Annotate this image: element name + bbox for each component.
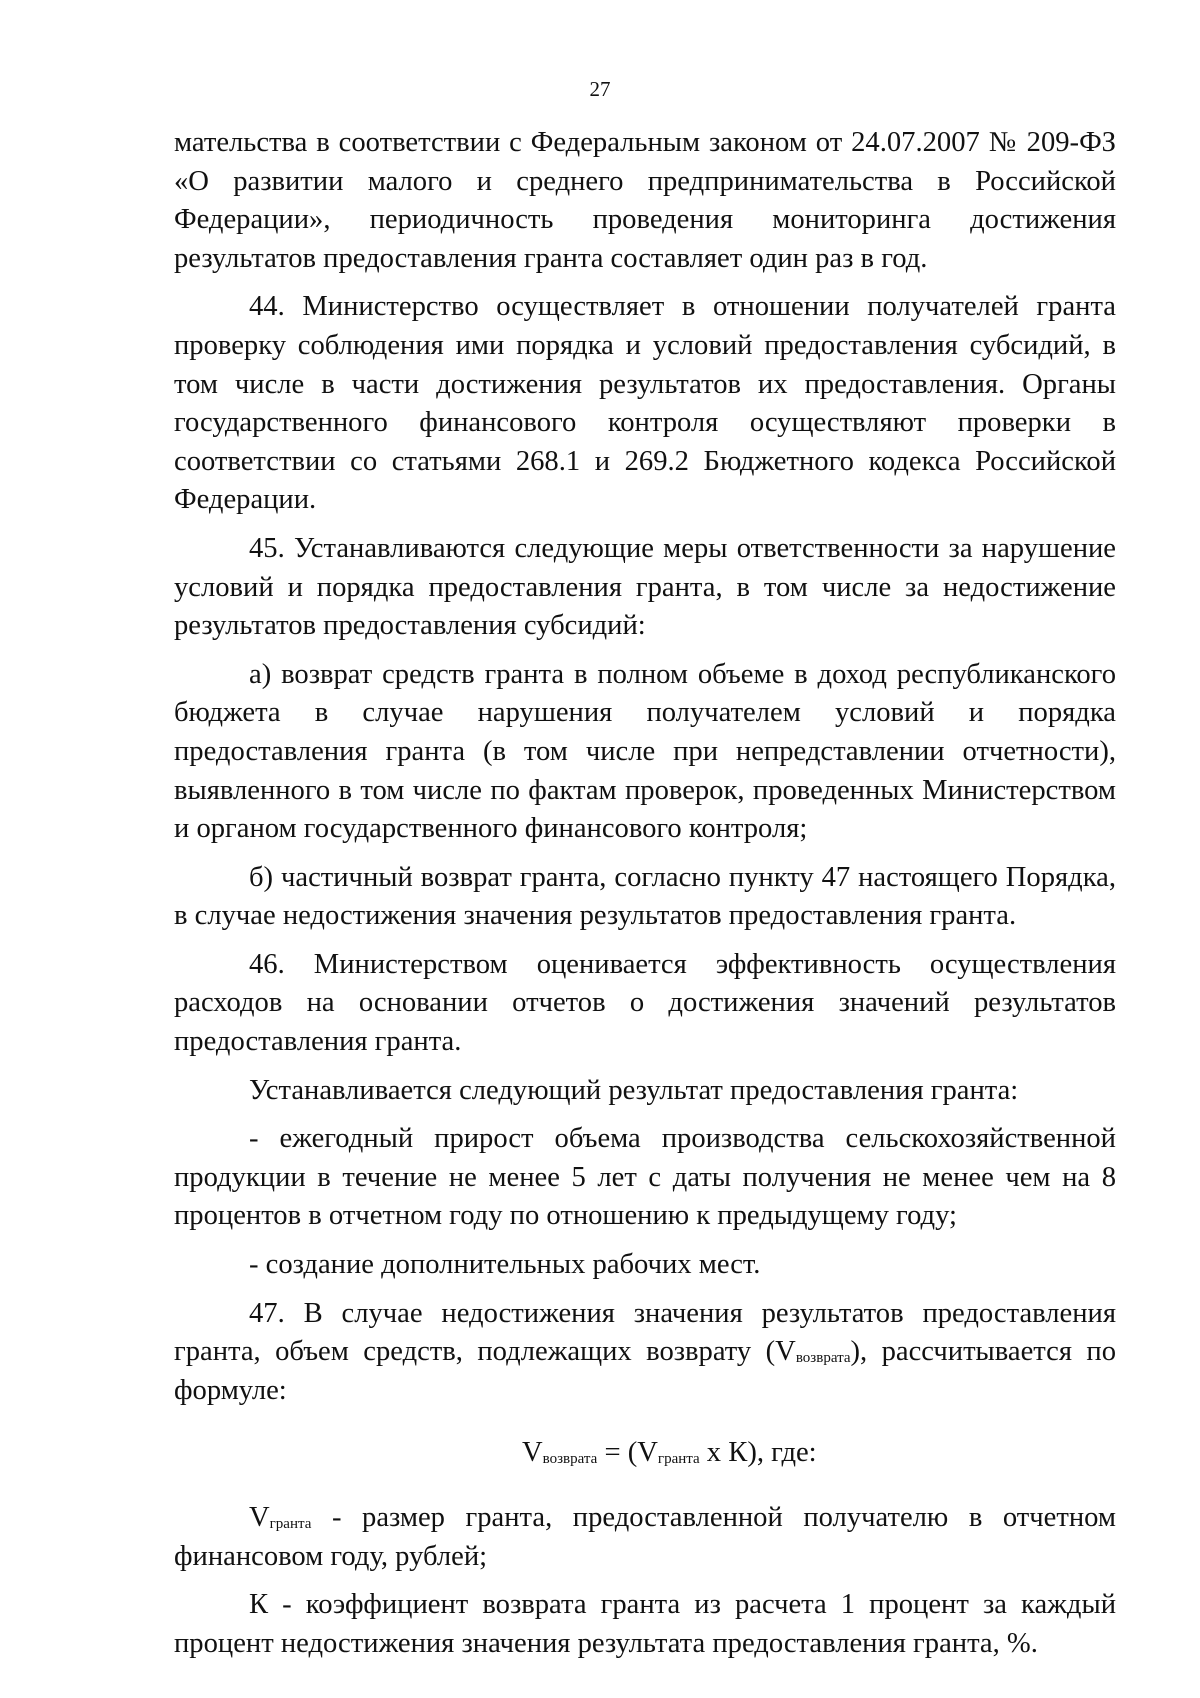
definition-k: К - коэффициент возврата гранта из расчета 1 процент за каждый процент недостижения значения результата предоставления гранта, %. <box>174 1589 1116 1659</box>
paragraph-result-intro: Устанавливается следующий результат предоставления гранта: <box>249 1074 1019 1106</box>
paragraph-47-text-before: 47. В случае недостижения значения результатов предоставления гранта, объем средств, подлежащих возврату (V <box>174 1297 1116 1368</box>
paragraph-45: 45. Устанавливаются следующие меры ответственности за нарушение условий и порядка предоставления гранта, в том числе за недостижение результатов предоставления субсидий: <box>174 532 1116 642</box>
formula-rest: х К), где: <box>699 1437 817 1469</box>
formula-sub-return: возврата <box>542 1451 598 1468</box>
formula-equals: = (V <box>597 1437 658 1469</box>
result-item-2: - создание дополнительных рабочих мест. <box>249 1249 761 1281</box>
paragraph-46: 46. Министерством оценивается эффективность осуществления расходов на основании отчетов о достижения значений результатов предоставления гранта. <box>174 948 1116 1058</box>
paragraph-47 <box>174 1295 1116 1411</box>
paragraph-47-text-after: ), рассчитывается по формуле: <box>174 1336 1116 1406</box>
definition-vgrant <box>174 1499 1116 1576</box>
definition-vgrant-text: - размер гранта, предоставленной получателю в отчетном финансовом году, рублей; <box>174 1502 1116 1572</box>
return-formula <box>174 1434 1116 1473</box>
paragraph-45-a: а) возврат средств гранта в полном объеме в доход республиканского бюджета в случае нарушения получателем условий и порядка предоставления гранта (в том числе при непредставлении отчетности), выявленного в том числе по фактам проверок, проведенных Министерством и органом государственного финансового контроля; <box>174 658 1116 845</box>
document-body <box>174 124 1116 1663</box>
page-number: 27 <box>589 77 611 101</box>
formula-sub-grant: гранта <box>657 1451 700 1468</box>
paragraph-44: 44. Министерство осуществляет в отношении получателей гранта проверку соблюдения ими порядка и условий предоставления субсидий, в том числе в части достижения результатов их предоставления. Органы государственного финансового контроля осуществляют проверки в соответствии со статьями 268.1 и 269.2 Бюджетного кодекса Российской Федерации. <box>174 291 1116 516</box>
result-item-1: - ежегодный прирост объема производства сельскохозяйственной продукции в течение не менее 5 лет с даты получения не менее чем на 8 процентов в отчетном году по отношению к предыдущему году; <box>174 1123 1116 1232</box>
formula-v: V <box>522 1437 543 1469</box>
definition-vgrant-v: V <box>249 1502 270 1533</box>
definition-vgrant-sub: гранта <box>269 1516 312 1532</box>
paragraph-47-subscript: возврата <box>795 1350 851 1367</box>
paragraph-45-b: б) частичный возврат гранта, согласно пункту 47 настоящего Порядка, в случае недостижения значения результатов предоставления гранта. <box>174 861 1116 932</box>
paragraph-continuation: мательства в соответствии с Федеральным законом от 24.07.2007 № 209-ФЗ «О развитии малого и среднего предпринимательства в Российской Федерации», периодичность проведения мониторинга достижения результатов предоставления гранта составляет один раз в год. <box>174 127 1116 274</box>
